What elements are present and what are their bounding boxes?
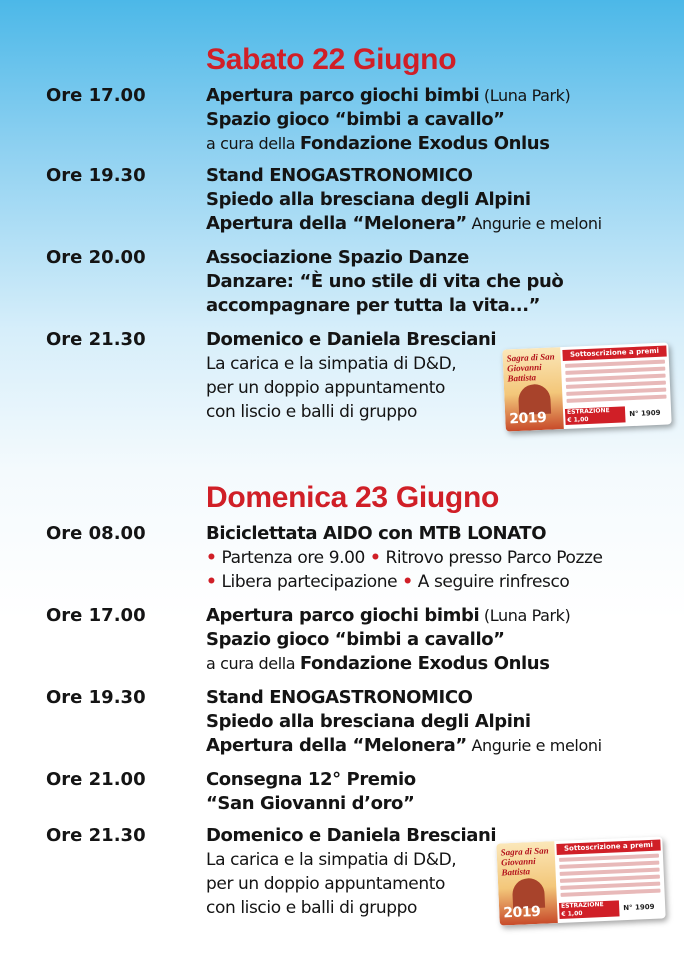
- event-bullet: Libera partecipazione: [221, 572, 398, 592]
- day2-title: Domenica 23 Giugno: [206, 481, 499, 514]
- event-bullet: Partenza ore 9.00: [221, 548, 365, 568]
- event-line: La carica e la simpatia di D&D,: [206, 354, 457, 374]
- ticket-title: Sagra di San Giovanni Battista: [506, 351, 555, 384]
- ticket-year: 2019: [508, 409, 547, 428]
- event-note: Angurie e meloni: [466, 736, 602, 755]
- ticket-footer: ESTRAZIONE € 1,00: [559, 900, 620, 919]
- event-bullet: A seguire rinfresco: [417, 572, 570, 592]
- event-title: Consegna 12° Premio: [206, 769, 416, 790]
- event-line-prefix: a cura della: [206, 134, 300, 153]
- event-time: Ore 21.30: [46, 825, 146, 846]
- event-title: Domenico e Daniela Bresciani: [206, 329, 497, 350]
- event-time: Ore 17.00: [46, 85, 146, 106]
- event-time: Ore 21.30: [46, 329, 146, 350]
- event-line: con liscio e balli di gruppo: [206, 898, 418, 918]
- ticket-footer: ESTRAZIONE € 1,00: [565, 406, 626, 425]
- event-organizer: Fondazione Exodus Onlus: [299, 133, 550, 154]
- event-line: per un doppio appuntamento: [206, 378, 445, 398]
- event-bullet: Ritrovo presso Parco Pozze: [385, 548, 603, 568]
- event-title: Apertura parco giochi bimbi: [206, 605, 480, 626]
- event-title: Associazione Spazio Danze: [206, 247, 469, 268]
- event-time: Ore 21.00: [46, 769, 146, 790]
- event-line: “San Giovanni d’oro”: [206, 793, 415, 814]
- bullet-icon: •: [402, 572, 413, 592]
- event-line-bold: Apertura della “Melonera”: [206, 735, 467, 756]
- event-title: Apertura parco giochi bimbi: [206, 85, 480, 106]
- ticket-number: N° 1909: [629, 408, 661, 419]
- ticket-header: Sottoscrizione a premi: [562, 346, 666, 362]
- event-time: Ore 08.00: [46, 523, 146, 544]
- ticket-header: Sottoscrizione a premi: [556, 840, 660, 856]
- ticket-number: N° 1909: [623, 902, 655, 913]
- bullet-icon: •: [206, 572, 217, 592]
- ticket-year: 2019: [502, 903, 541, 922]
- event-note: (Luna Park): [479, 606, 571, 625]
- event-time: Ore 19.30: [46, 165, 146, 186]
- raffle-ticket-image: [496, 836, 665, 925]
- bullet-icon: •: [369, 548, 381, 568]
- event-title: Stand ENOGASTRONOMICO: [206, 687, 473, 708]
- ticket-prize-list: [559, 854, 661, 900]
- event-line: Spiedo alla bresciana degli Alpini: [206, 711, 531, 732]
- event-title: Biciclettata AIDO con MTB LONATO: [206, 523, 547, 544]
- bullet-icon: •: [206, 548, 217, 568]
- event-line: La carica e la simpatia di D&D,: [206, 850, 457, 870]
- event-line: Danzare: “È uno stile di vita che può: [206, 271, 564, 292]
- event-note: (Luna Park): [479, 86, 571, 105]
- event-time: Ore 19.30: [46, 687, 146, 708]
- event-title: Stand ENOGASTRONOMICO: [206, 165, 473, 186]
- event-line: Spazio gioco “bimbi a cavallo”: [206, 109, 505, 130]
- event-line: Spiedo alla bresciana degli Alpini: [206, 189, 531, 210]
- event-note: Angurie e meloni: [466, 214, 602, 233]
- event-line: per un doppio appuntamento: [206, 874, 445, 894]
- event-title: Domenico e Daniela Bresciani: [206, 825, 497, 846]
- ticket-title: Sagra di San Giovanni Battista: [500, 845, 549, 878]
- day1-title: Sabato 22 Giugno: [206, 43, 457, 76]
- event-line-prefix: a cura della: [206, 654, 300, 673]
- event-time: Ore 17.00: [46, 605, 146, 626]
- event-line-bold: Apertura della “Melonera”: [206, 213, 467, 234]
- ticket-church-image: [496, 841, 558, 925]
- event-line: Spazio gioco “bimbi a cavallo”: [206, 629, 505, 650]
- event-line: con liscio e balli di gruppo: [206, 402, 418, 422]
- event-organizer: Fondazione Exodus Onlus: [299, 653, 550, 674]
- event-time: Ore 20.00: [46, 247, 146, 268]
- event-line: accompagnare per tutta la vita...”: [206, 295, 541, 316]
